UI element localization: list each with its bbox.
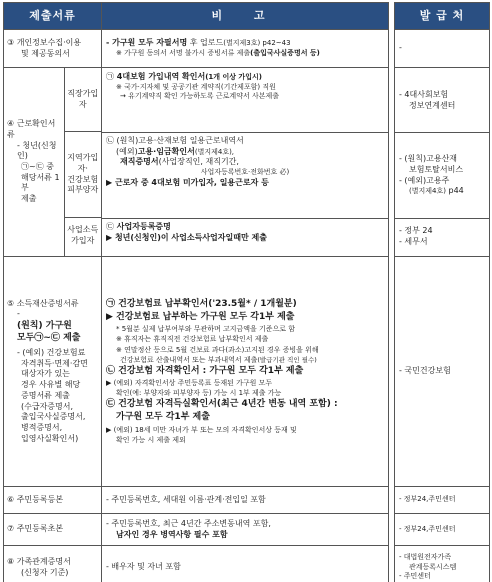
remark-bold: 재직증명서 <box>120 157 159 167</box>
doc-cell-employment <box>4 68 102 257</box>
doc-name-line: 해당서류 1부 <box>21 172 60 193</box>
issuer-cell-consent: - <box>395 30 490 68</box>
remark-text: 건강보험료 산출내역서 또는 부과내역서 제출 <box>120 355 258 364</box>
remark-mark: ㉢ <box>106 222 114 231</box>
remark-bold: (출입국사실증명서 등) <box>250 49 320 58</box>
doc-name-line: ㉠~㉢ 중 <box>21 162 54 171</box>
doc-name-line: 병적증명서, <box>21 423 63 433</box>
doc-name-line: 및 제공동의서 <box>21 48 70 58</box>
remark-bold: ▶ 근로자 중 4대보험 미가입자, 일용근로자 등 <box>106 177 269 187</box>
issuer-cell-resident-copy: - 정부24,주민센터 <box>395 487 490 514</box>
sub-label-line: 피부양자 <box>67 185 99 195</box>
issuer-cell-resident-abstract: - 정부24,주민센터 <box>395 514 490 546</box>
header-documents: 제출서류 <box>4 3 102 30</box>
issuer-line: - (원칙)고용산재 <box>399 154 458 164</box>
remarks-cell-employment <box>102 68 389 257</box>
employment-sub-labels <box>64 68 101 256</box>
remark-bold: ▶ 건강보험료 납부하는 가구원 모두 각1부 제출 <box>106 312 295 323</box>
remark-text: * 5월분 실제 납부여부와 무관하며 고지금액을 기준으로 함 <box>116 325 296 334</box>
row-number: ⑥ <box>7 494 15 504</box>
remark-mark: ㉠ <box>106 72 114 81</box>
issuer-line: - 4대사회보험 <box>399 89 449 99</box>
table-row-resident-copy <box>4 487 490 514</box>
table-row-consent <box>4 30 490 68</box>
doc-name-line: (수급자증명서, <box>21 401 74 411</box>
doc-name-line: 제출 <box>21 194 37 204</box>
remarks-cell-resident-copy: - 주민등록번호, 세대원 이름·관계·전입일 포함 <box>102 487 389 514</box>
issuer-line: - 주민센터 <box>399 572 431 581</box>
doc-name-line: 주민등록등본 <box>16 494 64 504</box>
doc-name-line: 경우 사유별 해당 <box>21 380 81 390</box>
remark-text: ▶ (예외) 자격확인서상 주민등록표 등재된 가구원 모두 <box>106 379 273 388</box>
employment-doc-label <box>4 68 64 256</box>
doc-name-line: 자격취득·면제·감면 <box>21 358 88 368</box>
doc-name-line: 증명서류 제출 <box>21 390 70 400</box>
sub-label-line: 사업소득 <box>67 225 99 235</box>
issuer-cell-family-relation <box>395 546 490 582</box>
issuer-line: p44 <box>448 186 464 196</box>
remarks-cell-resident-abstract <box>102 514 389 546</box>
doc-name-line: 근로확인서류 <box>7 119 56 139</box>
table-row-employment <box>4 68 490 257</box>
header-remarks: 비 고 <box>102 3 389 30</box>
doc-cell-resident-copy <box>4 487 102 514</box>
remark-text: 확인(예: 부양자와 피부양자 등) 가능 시 1부 제출 가능 <box>116 389 282 398</box>
table-row-income <box>4 257 490 487</box>
remark-text: ※ 휴직자는 휴직직전 건강보험료 납부확인서 제출 <box>116 335 269 344</box>
remark-bold: ▶ 청년(신청인)이 사업소득사업자일때만 제출 <box>106 232 267 242</box>
remark-bold: 고용·임금확인서 <box>137 146 195 156</box>
row-number: ③ <box>7 37 15 47</box>
remark-text: (사업장직인, 재직기간, <box>158 157 239 167</box>
remark-bold: - 가구원 모두 자필서명 <box>106 38 188 48</box>
remark-small: (발급기관 직인 필수) <box>257 355 317 364</box>
sub-label-line: 건강보험 <box>67 174 99 184</box>
remark-bold: 4대보험 가입내역 확인서 <box>114 72 206 81</box>
row-number: ⑤ <box>7 298 15 308</box>
remark-text: 후 업로드 <box>187 38 224 48</box>
remarks-regional <box>102 133 388 219</box>
remark-text: → 유기계약직 확인 가능하도록 근로계약서 사본제출 <box>120 92 279 101</box>
remark-text: 사업자등록번호·전화번호 必) <box>200 168 290 177</box>
row-number: ⑧ <box>7 556 15 566</box>
remark-small: (1개 이상 가입시) <box>205 73 262 81</box>
doc-cell-family-relation <box>4 546 102 582</box>
issuer-business <box>395 219 489 255</box>
sub-label-employee: 직장가입자 <box>65 68 102 132</box>
doc-name-line: 출입국사실증명서, <box>21 412 86 422</box>
remarks-employee <box>102 69 388 133</box>
sub-label-line: 가입자 <box>71 236 95 245</box>
doc-name-line: - 청년(신청인) <box>17 140 57 161</box>
doc-name-line: 소득재산증빙서류 <box>16 298 79 308</box>
remark-bold: 가구원 모두 각1부 제출 <box>116 412 210 423</box>
remark-bold: ㉠ 건강보험료 납부확인서('23.5월* / 1개월분) <box>106 299 297 310</box>
remark-text: ※ 국가·지자체 및 공공기관 계약직(기간제포함) 직원 <box>116 82 276 91</box>
remark-small: (별지제3호) p42~43 <box>223 39 291 48</box>
issuer-cell-employment <box>395 68 490 257</box>
doc-name-line: - <box>17 309 20 319</box>
issuer-regional <box>395 133 489 219</box>
doc-name-line: - (예외) 건강보험료 <box>17 348 86 358</box>
row-number: ④ <box>7 119 15 129</box>
remark-text: ※ 연말정산 등으로 5월 건보료 과다(과소)고지된 경우 증빙을 위해 <box>116 345 319 354</box>
remark-text: (예외) <box>116 146 138 156</box>
remark-text: - 주민등록번호, 최근 4년간 주소변동내역 포함, <box>106 518 271 528</box>
remark-small: (별지제4호), <box>194 147 235 156</box>
issuer-employee <box>395 69 489 133</box>
issuer-line: - (예외)고용주 <box>399 175 450 185</box>
remark-bold: ㉡ 건강보험 자격확인서 : 가구원 모두 각1부 제출 <box>106 366 304 377</box>
issuer-line: 정보연계센터 <box>409 100 456 110</box>
issuer-line: - 정부 24 <box>399 226 433 236</box>
sub-label-line: 지역가입자· <box>67 153 99 173</box>
table-row-resident-abstract <box>4 514 490 546</box>
required-documents-table <box>3 2 490 582</box>
issuer-line: 보험토탈서비스 <box>409 164 464 174</box>
row-number: ⑦ <box>7 524 15 534</box>
remarks-cell-income <box>102 257 389 487</box>
doc-name-line: 개인정보수집·이용 <box>16 37 82 47</box>
employment-subtable-left <box>4 68 101 256</box>
doc-name-line: 모두㉠~㉢ 제출 <box>17 332 81 343</box>
remarks-cell-family-relation: - 배우자 및 자녀 포함 <box>102 546 389 582</box>
issuer-line: 관계등록시스템 <box>409 562 457 571</box>
table-row-family-relation <box>4 546 490 582</box>
issuer-line: - 대법원전자가족 <box>399 553 452 562</box>
issuer-line: - 세무서 <box>399 237 428 246</box>
header-issuer: 발 급 처 <box>395 3 490 30</box>
remark-text: ㉡ (원칙)고용·산재보험 일용근로내역서 <box>106 136 244 145</box>
table-header-row <box>4 3 490 30</box>
remark-text: ▶ (예외) 18세 미만 자녀가 부 또는 모의 자격확인서상 등재 및 <box>106 425 297 434</box>
doc-cell-resident-abstract <box>4 514 102 546</box>
issuer-line: (별지제4호) <box>409 187 446 196</box>
issuer-cell-income: - 국민건강보험 <box>395 257 490 487</box>
remark-text: ※ 가구원 동의서 서명 불가시 증빙서류 제출 <box>116 49 251 58</box>
doc-name-line: 대상자가 있는 <box>21 369 70 379</box>
sub-label-business <box>65 218 102 254</box>
doc-name-line: 가족관계증명서 <box>16 556 71 566</box>
remark-bold: 사업자등록증명 <box>114 222 171 231</box>
sub-label-regional <box>65 132 102 218</box>
remark-text: 확인 가능 시 제출 제외 <box>116 435 186 444</box>
doc-name-line: 입영사실확인서) <box>21 433 79 443</box>
doc-name-line: (원칙) 가구원 <box>17 320 72 331</box>
doc-name-line: (신청자 기준) <box>21 567 69 577</box>
remark-bold: 남자인 경우 병역사항 필수 포함 <box>116 529 228 539</box>
doc-cell-consent <box>4 30 102 68</box>
remarks-business <box>102 219 388 255</box>
doc-cell-income <box>4 257 102 487</box>
remark-bold: ㉢ 건강보험 자격득실확인서(최근 4년간 변동 내역 포함) : <box>106 399 338 410</box>
remarks-cell-consent <box>102 30 389 68</box>
doc-name-line: 주민등록초본 <box>16 524 64 534</box>
